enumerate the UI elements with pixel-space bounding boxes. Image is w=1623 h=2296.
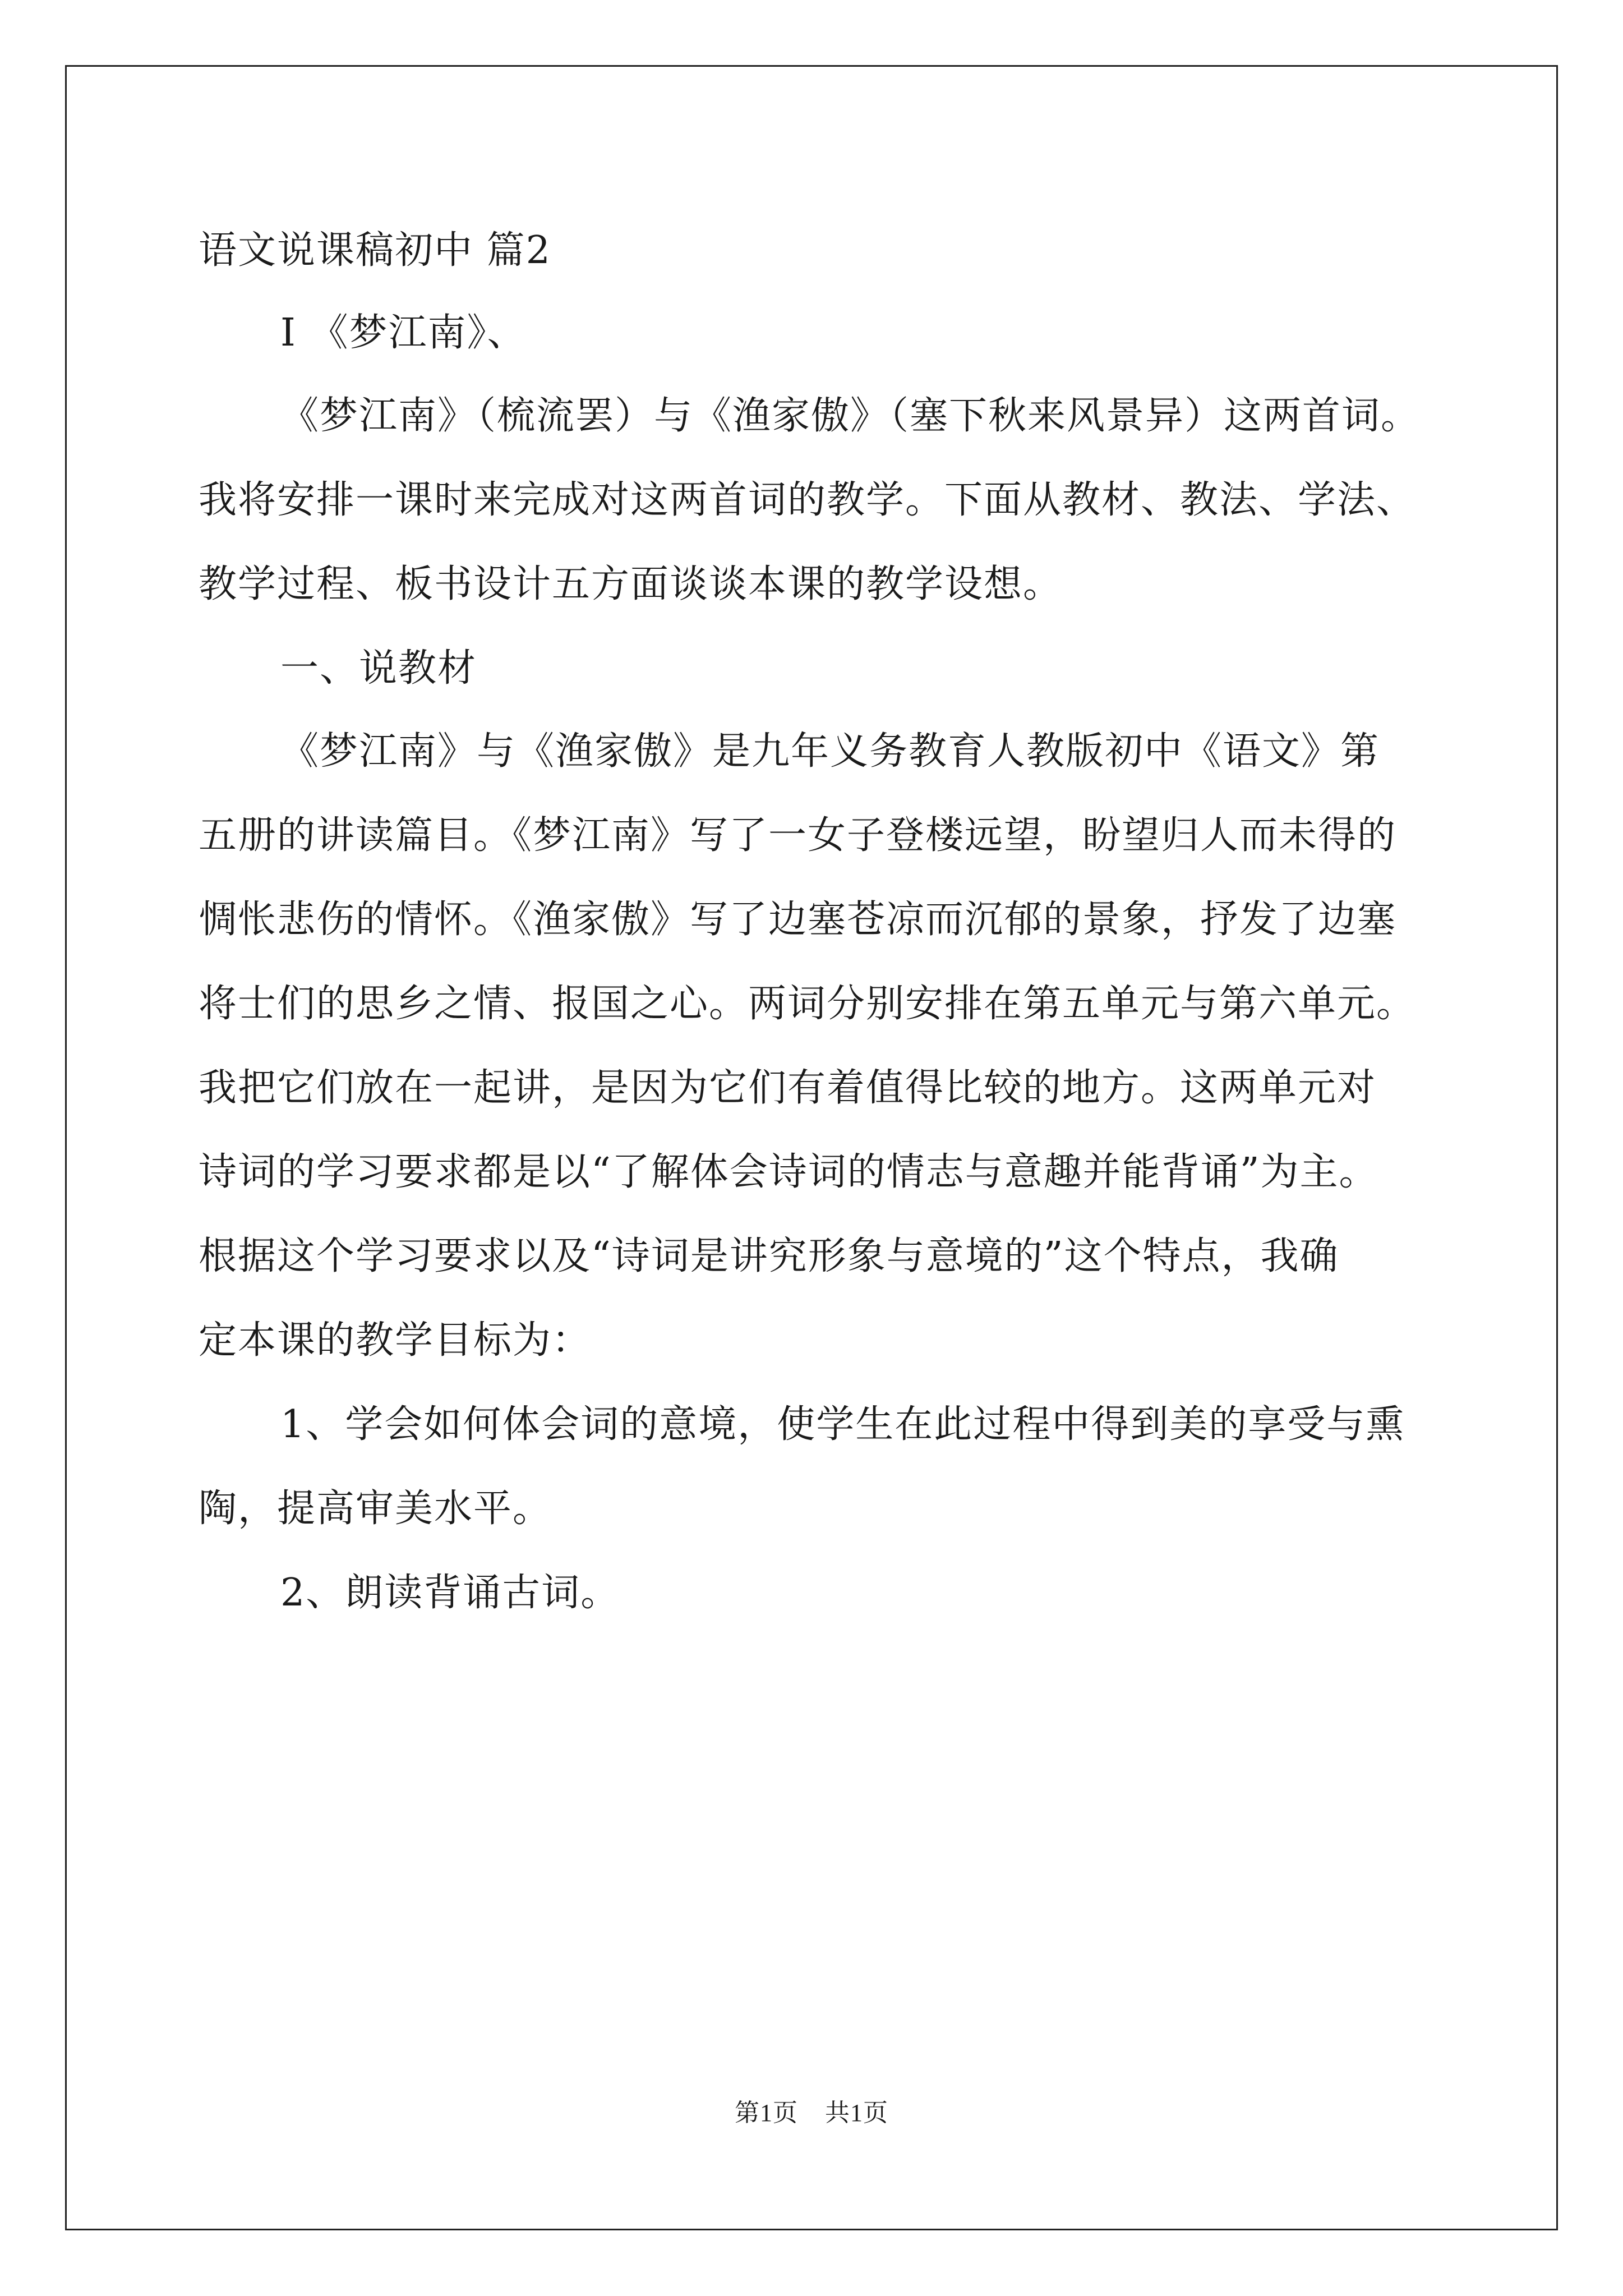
paragraph-line: 我将安排一课时来完成对这两首词的教学。下面从教材、教法、学法、 — [199, 478, 1416, 522]
section-heading-teaching-material: 一、说教材 — [280, 646, 477, 691]
list-item-goal-1: 1、学会如何体会词的意境，使学生在此过程中得到美的享受与熏 — [280, 1402, 1405, 1447]
page-number-total: 共1页 — [825, 2099, 888, 2127]
document-title: 语文说课稿初中 篇2 — [199, 228, 551, 273]
paragraph-line: 《梦江南》与《渔家傲》是九年义务教育人教版初中《语文》第 — [280, 729, 1380, 774]
section-heading-poem: Ⅰ 《梦江南》、 — [280, 311, 527, 355]
paragraph-line: 我把它们放在一起讲，是因为它们有着值得比较的地方。这两单元对 — [199, 1066, 1377, 1110]
page-number-current: 第1页 — [735, 2099, 798, 2127]
paragraph-line: 将士们的思乡之情、报国之心。两词分别安排在第五单元与第六单元。 — [199, 982, 1416, 1026]
paragraph-line: 《梦江南》（梳流罢）与《渔家傲》（塞下秋来风景异）这两首词。 — [280, 394, 1421, 438]
paragraph-line: 定本课的教学目标为： — [199, 1318, 592, 1363]
paragraph-line: 根据这个学习要求以及“诗词是讲究形象与意境的”这个特点，我确 — [199, 1234, 1339, 1278]
page-border — [65, 65, 1558, 2230]
page-footer — [0, 2101, 1623, 2125]
paragraph-line: 诗词的学习要求都是以“了解体会诗词的情志与意趣并能背诵”为主。 — [199, 1150, 1378, 1194]
list-item-goal-1-continued: 陶，提高审美水平。 — [199, 1487, 552, 1531]
paragraph-line: 惆怅悲伤的情怀。《渔家傲》写了边塞苍凉而沉郁的景象，抒发了边塞 — [199, 898, 1397, 942]
paragraph-line: 教学过程、板书设计五方面谈谈本课的教学设想。 — [199, 562, 1063, 606]
list-item-goal-2: 2、朗读背诵古词。 — [280, 1571, 620, 1615]
paragraph-line: 五册的讲读篇目。《梦江南》写了一女子登楼远望，盼望归人而未得的 — [199, 813, 1397, 858]
